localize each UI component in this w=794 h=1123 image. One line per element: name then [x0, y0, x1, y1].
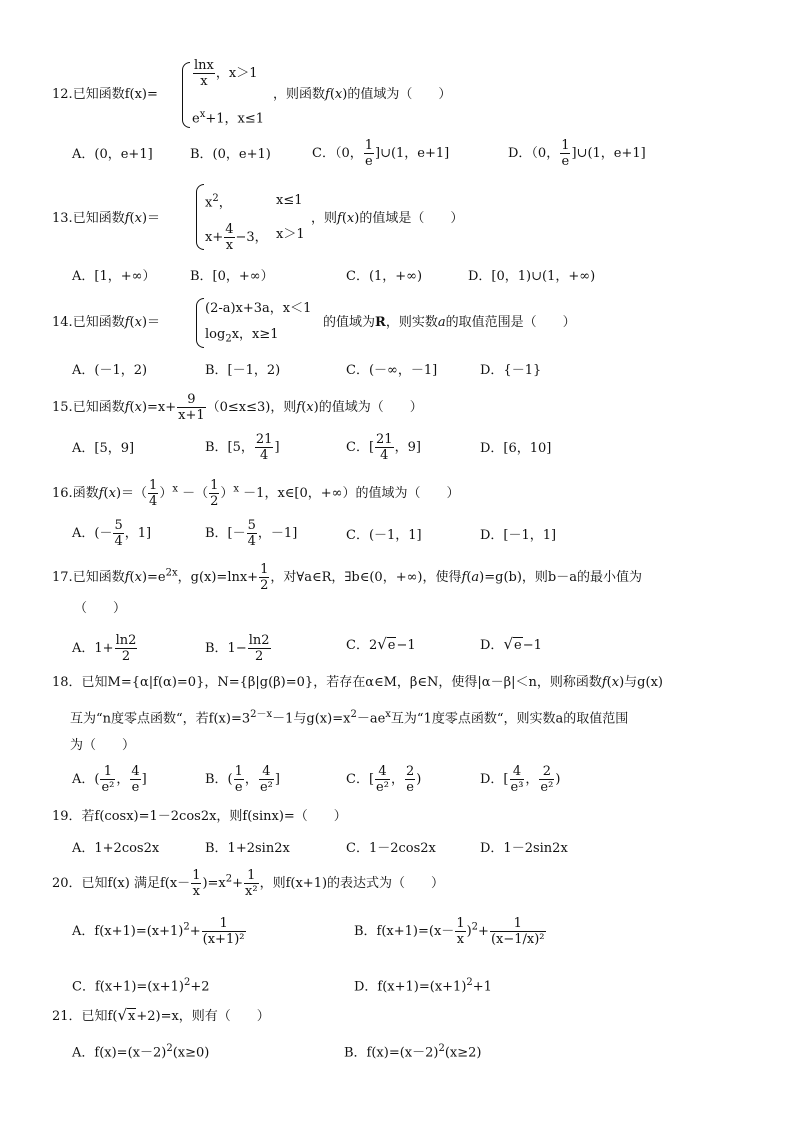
q14-stem-tail: 的值域为R，则实数a的取值范围是（ ）	[323, 315, 576, 330]
q15-option-b[interactable]: B．[5， $\frac{21}{4}$ ]	[205, 432, 280, 463]
q13-stem-tail: ，则f(x)的值域是（ ）	[311, 211, 464, 226]
q14-option-b[interactable]: B．[－1，2)	[205, 363, 281, 378]
q17-answer-paren: （ ）	[74, 601, 127, 616]
q14-brace	[196, 298, 204, 348]
q19-option-d[interactable]: D．1－2sin2x	[480, 841, 568, 856]
q19-option-b[interactable]: B．1+2sin2x	[205, 841, 290, 856]
q20-option-d[interactable]: D．$f(x+1)=(x+1)^2+1$	[354, 977, 492, 995]
q12-stem: 12.已知函数f(x)=	[52, 87, 158, 102]
q18-option-c[interactable]: C．[ $\frac{4}{\text{e²}}$ ， $\frac{2}{e}$ )	[346, 764, 422, 795]
q14-case1: (2-a)x+3a，x＜1	[205, 301, 312, 316]
q13-option-a[interactable]: A．[1，+∞）	[72, 269, 156, 284]
q13-brace	[196, 184, 204, 250]
q14-option-a[interactable]: A．(－1，2)	[72, 363, 148, 378]
q13-option-b[interactable]: B．[0，+∞）	[190, 269, 274, 284]
q14-stem: 14.已知函数f(x)＝	[52, 315, 161, 330]
q14-option-d[interactable]: D．{－1}	[480, 363, 542, 378]
q18-option-a[interactable]: A．( $\frac{1}{\text{e²}}$ ， $\frac{4}{e}$ ]	[72, 764, 147, 795]
q15-option-c[interactable]: C．[ $\frac{21}{4}$ ，9]	[346, 432, 421, 463]
q15-option-a[interactable]: A．[5，9]	[72, 441, 135, 456]
q13-case1: $x^2$，	[205, 193, 232, 211]
q17-stem: 17.已知函数$f(x)=e^{2x}$，g(x)=lnx+ $\frac{1}{2}$ ，对∀a∈R，∃b∈(0，+∞)，使得f(a)=g(b)，则b－a的最小值为	[52, 562, 643, 593]
q19-option-a[interactable]: A．1+2cos2x	[72, 841, 160, 856]
q18-option-d[interactable]: D．[ $\frac{4}{\text{e³}}$ ， $\frac{2}{\text{e²}}$ )	[480, 764, 561, 795]
q17-option-a[interactable]: A．1+ $\frac{\ln 2}{2}$	[72, 633, 137, 664]
q19-option-c[interactable]: C．1－2cos2x	[346, 841, 436, 856]
q16-option-a[interactable]: A．(－ $\frac{5}{4}$ ，1]	[72, 518, 152, 549]
q12-option-b[interactable]: B．(0，e+1)	[190, 147, 271, 162]
q16-option-d[interactable]: D．[－1，1]	[480, 528, 557, 543]
q15-option-d[interactable]: D．[6，10]	[480, 441, 552, 456]
q12-stem-tail: ，则函数f(x)的值域为（ ）	[273, 87, 452, 102]
q14-option-c[interactable]: C．(－∞，－1]	[346, 363, 438, 378]
q17-option-d[interactable]: D．√e−1	[480, 635, 542, 653]
q16-stem: 16.函数f(x)＝（ $\frac{1}{4}$ ）$^x$ －（ $\frac{1}{2}$ ）$^x$ －1，x∈[0，+∞）的值域为（ ）	[52, 478, 460, 509]
q12-case2: $e^x+1$，x≤1	[192, 109, 265, 127]
q13-case2: x+ $\frac{4}{x}$ −3，	[205, 222, 268, 253]
q16-option-b[interactable]: B．[－ $\frac{5}{4}$ ，－1]	[205, 518, 298, 549]
q18-option-b[interactable]: B．( $\frac{1}{e}$ ， $\frac{4}{\text{e²}}$ ]	[205, 764, 280, 795]
q20-option-c[interactable]: C．$f(x+1)=(x+1)^2+2$	[72, 977, 210, 995]
q21-option-a[interactable]: A．$f(x)=(x-2)^2(x\ge 0)$	[72, 1043, 210, 1061]
q18-stem-line3: 为（ ）	[70, 738, 136, 753]
q12-case1: $\frac{\ln x}{x}$ ，x＞1	[194, 58, 258, 89]
q12-option-d[interactable]: D．（0， $\frac{1}{e}$ ]∪(1，e+1]	[508, 138, 646, 169]
q20-option-b[interactable]: B．f(x+1)=(x－ $\frac{1}{x}$ )$^2$+ $\frac{1}{\text{(x−1/x)²}}$	[354, 916, 545, 947]
q20-stem: 20．已知f(x) 满足f(x－ $\frac{1}{x}$ )$=x^2+$ $\frac{1}{\text{x²}}$ ，则f(x+1)的表达式为（ ）	[52, 868, 445, 899]
q20-option-a[interactable]: A．$f(x+1)=(x+1)^2+$ $\frac{1}{\text{(x+1)²}}$	[72, 916, 245, 947]
q13-case1-cond: x≤1	[276, 193, 303, 208]
q21-option-b[interactable]: B．$f(x)=(x-2)^2(x\ge 2)$	[344, 1043, 482, 1061]
q17-option-b[interactable]: B．1− $\frac{\ln 2}{2}$	[205, 633, 270, 664]
q19-stem: 19．若f(cosx)=1－2cos2x，则f(sinx)=（ ）	[52, 809, 347, 824]
q12-option-a[interactable]: A．(0，e+1]	[72, 147, 153, 162]
q13-option-d[interactable]: D．[0，1)∪(1，+∞)	[468, 269, 596, 284]
q17-option-c[interactable]: C．2√e−1	[346, 635, 416, 653]
q15-stem: 15.已知函数f(x)=x+ $\frac{9}{x+1}$ （0≤x≤3)，则f(x)的值域为（ ）	[52, 392, 423, 423]
q14-case2: $\log_2x$，x≥1	[205, 327, 279, 345]
q21-stem: 21．已知f(√x+2)=x，则有（ ）	[52, 1006, 270, 1024]
q13-stem: 13.已知函数f(x)＝	[52, 211, 161, 226]
q18-stem-line1: 18．已知M={α|f(α)=0}，N={β|g(β)=0}，若存在α∈M，β∈N，使得|α－β|＜n，则称函数f(x)与g(x)	[52, 675, 663, 690]
q12-brace	[182, 62, 190, 128]
q13-option-c[interactable]: C．(1，+∞)	[346, 269, 423, 284]
q13-case2-cond: x＞1	[276, 227, 305, 242]
q12-option-c[interactable]: C．（0， $\frac{1}{e}$ ]∪(1，e+1]	[312, 138, 450, 169]
q16-option-c[interactable]: C．(－1，1]	[346, 528, 422, 543]
q18-stem-line2: 互为“n度零点函数“，若$f(x)=3^{2-x}-1$与$g(x)=x^2-ae^x$互为“1度零点函数“，则实数a的取值范围	[70, 709, 629, 727]
